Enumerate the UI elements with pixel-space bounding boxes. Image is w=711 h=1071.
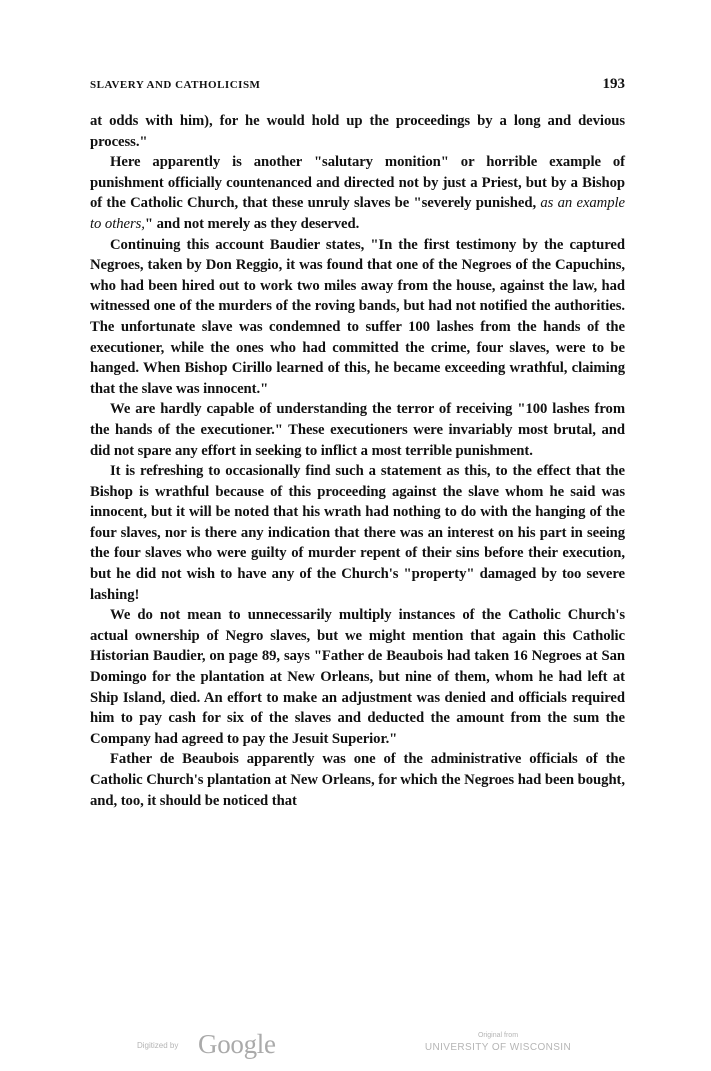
original-from-label: Original from	[477, 1032, 519, 1039]
page-number: 193	[602, 76, 625, 92]
original-source	[418, 1031, 578, 1055]
running-head	[90, 76, 625, 93]
paragraph-7: Father de Beaubois apparently was one of the administrative officials of the Catholic Church's plantation at New Orleans, for which the Negroes had been bought, and, too, it should be noticed that	[90, 751, 625, 809]
paragraph-2-text-end: " and not merely as they deserved.	[144, 215, 360, 232]
paragraph-2-italic: as an example to others,	[90, 195, 625, 232]
google-logo: Google	[198, 1029, 276, 1059]
book-page	[90, 76, 625, 811]
paragraph-1: at odds with him), for he would hold up the proceedings by a long and devious process."	[90, 113, 625, 150]
running-title: SLAVERY AND CATHOLICISM	[90, 79, 261, 91]
body-text	[90, 111, 625, 811]
paragraph-2	[90, 152, 625, 234]
paragraph-6: We do not mean to unnecessarily multiply instances of the Catholic Church's actual ownership of Negro slaves, but we might mention that again this Catholic Historian Baudier, on page 89, says "Father de Beaubois had taken 16 Negroes at San Domingo for the plantation at New Orleans, but nine of them, whom he had left at Ship Island, died. An effort to make an adjustment was denied and officials required him to pay cash for six of the slaves and deducted the amount from the sum the Company had agreed to pay the Jesuit Superior."	[90, 607, 625, 747]
paragraph-4: We are hardly capable of understanding the terror of receiving "100 lashes from the hands of the executioner." These executioners were invariably most brutal, and did not spare any effort in seeking to inflict a most terrible punishment.	[90, 401, 625, 459]
paragraph-5: It is refreshing to occasionally find such a statement as this, to the effect that the Bishop is wrathful because of this proceeding against the slave whom he said was innocent, but it will be noted that his wrath had nothing to do with the hanging of the four slaves, nor is there any indication that there was an interest on his part in seeing the four slaves who were guilty of murder repent of their sins before their execution, but he did not wish to have any of the Church's "property" damaged by too severe lashing!	[90, 463, 625, 603]
digitized-by-label: Digitized by	[137, 1041, 179, 1050]
scan-footer	[0, 1025, 711, 1065]
paragraph-2-text: Here apparently is another "salutary monition" or horrible example of punishment officially countenanced and directed not by just a Priest, but by a Bishop of the Catholic Church, that these unruly slaves be "severely punished,	[90, 154, 625, 212]
institution-name: UNIVERSITY OF WISCONSIN	[424, 1042, 572, 1053]
paragraph-3: Continuing this account Baudier states, "In the first testimony by the captured Negroes, taken by Don Reggio, it was found that one of the Negroes of the Capuchins, who had been hired out to work two miles away from the house, against the law, had witnessed one of the murders of the roving bands, but had not notified the authorities. The unfortunate slave was condemned to suffer 100 lashes from the hands of the executioner, while the ones who had committed the crime, four slaves, were to be hanged. When Bishop Cirillo learned of this, he became exceeding wrathful, claiming that the slave was innocent."	[90, 236, 625, 397]
